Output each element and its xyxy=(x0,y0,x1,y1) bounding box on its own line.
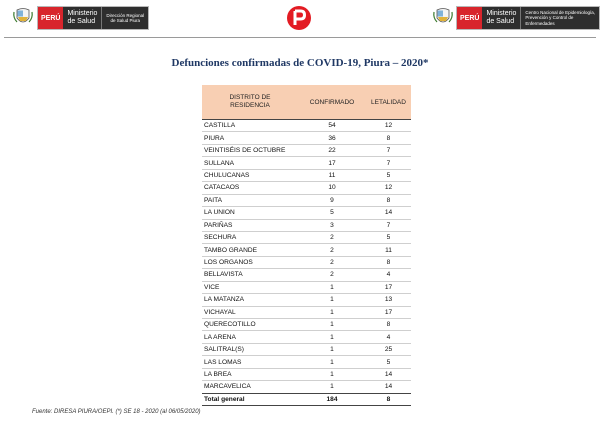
peru-coat-of-arms-icon xyxy=(12,6,34,28)
table-row xyxy=(202,181,411,193)
cell-letalidad: 14 xyxy=(384,383,393,391)
peru-label: PERÚ xyxy=(38,7,63,29)
cell-letalidad: 14 xyxy=(384,209,393,217)
p-brand-logo-icon xyxy=(285,4,313,32)
cell-confirmado: 9 xyxy=(330,196,334,204)
cell-confirmado: 2 xyxy=(330,234,334,242)
table-row xyxy=(202,380,411,392)
cell-distrito: VICE xyxy=(204,283,220,291)
header-divider xyxy=(4,37,596,38)
table-row xyxy=(202,281,411,293)
table-row xyxy=(202,355,411,367)
cdc-label: Centro Nacional de Epidemiología, Prevención y Control de Enfermedades xyxy=(520,7,599,29)
ministerio-label: Ministerio de Salud xyxy=(63,7,101,29)
cell-distrito: CATACAOS xyxy=(204,184,240,192)
cell-confirmado: 1 xyxy=(330,383,334,391)
cell-distrito: PARIÑAS xyxy=(204,221,233,229)
cell-distrito: SECHURA xyxy=(204,234,237,242)
cell-distrito: LOS ORGANOS xyxy=(204,259,253,267)
cell-distrito: SALITRAL(S) xyxy=(204,346,244,354)
cell-letalidad: 8 xyxy=(386,259,391,267)
cell-letalidad: 17 xyxy=(384,283,393,291)
cell-letalidad: 7 xyxy=(386,221,391,229)
cell-confirmado: 2 xyxy=(330,271,334,279)
cell-distrito: QUERECOTILLO xyxy=(204,321,256,329)
cell-distrito: TAMBO GRANDE xyxy=(204,246,257,254)
page-title: Defunciones confirmadas de COVID-19, Piura – 2020* xyxy=(171,57,429,69)
table-row xyxy=(202,131,411,143)
cell-letalidad: 8 xyxy=(386,134,391,142)
table-row xyxy=(202,318,411,330)
total-confirmado: 184 xyxy=(326,395,338,403)
peru-label-right: PERÚ xyxy=(457,7,482,29)
cell-confirmado: 5 xyxy=(330,209,334,217)
cell-letalidad: 13 xyxy=(384,296,393,304)
cell-distrito: SULLANA xyxy=(204,159,235,167)
cell-confirmado: 36 xyxy=(328,134,336,142)
cell-letalidad: 25 xyxy=(384,346,393,354)
cell-distrito: LA BREA xyxy=(204,370,232,378)
table-row xyxy=(202,144,411,156)
defunciones-table xyxy=(202,85,411,406)
direccion-regional-label: Dirección Regional de Salud Piura xyxy=(101,7,148,29)
cell-confirmado: 22 xyxy=(328,147,336,155)
table-row xyxy=(202,306,411,318)
cell-letalidad: 5 xyxy=(386,358,391,366)
cell-confirmado: 54 xyxy=(328,122,336,130)
table-total-row xyxy=(202,394,411,406)
cell-confirmado: 2 xyxy=(330,246,334,254)
cell-distrito: BELLAVISTA xyxy=(204,271,243,279)
cell-confirmado: 3 xyxy=(330,221,334,229)
cell-confirmado: 17 xyxy=(328,159,336,167)
cell-distrito: LAS LOMAS xyxy=(204,358,242,366)
table-row xyxy=(202,268,411,280)
cell-letalidad: 12 xyxy=(384,184,393,192)
source-footnote: Fuente: DIRESA PIURA/OEPI. (*) SE 18 - 2020 (al 06/05/2020) xyxy=(32,409,201,415)
cell-distrito: VEINTISÉIS DE OCTUBRE xyxy=(204,147,286,155)
header-letalidad: LETALIDAD xyxy=(371,98,406,106)
cell-confirmado: 2 xyxy=(330,259,334,267)
table-row xyxy=(202,330,411,342)
cell-confirmado: 11 xyxy=(328,171,336,179)
cell-distrito: CHULUCANAS xyxy=(204,171,250,179)
page-header xyxy=(0,0,600,40)
cell-distrito: PAITA xyxy=(204,196,223,204)
cell-letalidad: 14 xyxy=(384,370,393,378)
ministerio-label-right: Ministerio de Salud xyxy=(482,7,520,29)
table-row xyxy=(202,169,411,181)
table-row xyxy=(202,243,411,255)
cell-confirmado: 1 xyxy=(330,333,334,341)
cell-letalidad: 8 xyxy=(386,321,391,329)
total-letalidad: 8 xyxy=(386,395,391,403)
cell-letalidad: 5 xyxy=(386,171,391,179)
cell-confirmado: 1 xyxy=(330,283,334,291)
table-row xyxy=(202,293,411,305)
cell-distrito: VICHAYAL xyxy=(204,308,236,316)
cell-letalidad: 12 xyxy=(384,122,393,130)
cell-distrito: LA MATANZA xyxy=(204,296,245,304)
ministerio-salud-logo-left xyxy=(37,6,149,30)
cell-confirmado: 1 xyxy=(330,308,334,316)
table-header xyxy=(202,85,411,119)
cell-letalidad: 4 xyxy=(386,333,391,341)
cell-confirmado: 1 xyxy=(330,321,334,329)
cell-letalidad: 8 xyxy=(386,196,391,204)
cell-confirmado: 1 xyxy=(330,370,334,378)
table-row xyxy=(202,219,411,231)
cell-confirmado: 10 xyxy=(328,184,336,192)
table-row xyxy=(202,256,411,268)
cell-distrito: PIURA xyxy=(204,134,225,142)
cell-letalidad: 7 xyxy=(386,159,391,167)
table-row xyxy=(202,231,411,243)
header-distrito: DISTRITO DE RESIDENCIA xyxy=(229,94,271,109)
peru-coat-of-arms-icon-right xyxy=(432,6,454,28)
cell-distrito: LA ARENA xyxy=(204,333,236,341)
cell-letalidad: 7 xyxy=(386,147,391,155)
cell-confirmado: 1 xyxy=(330,346,334,354)
header-confirmado: CONFIRMADO xyxy=(309,98,355,106)
table-row xyxy=(202,156,411,168)
table-row xyxy=(202,368,411,380)
total-label: Total general xyxy=(204,395,245,403)
cell-distrito: MARCAVELICA xyxy=(204,383,251,391)
table-row xyxy=(202,206,411,218)
cell-letalidad: 17 xyxy=(384,308,393,316)
cell-confirmado: 1 xyxy=(330,296,334,304)
cell-letalidad: 4 xyxy=(386,271,391,279)
table-row xyxy=(202,343,411,355)
cell-confirmado: 1 xyxy=(330,358,334,366)
cell-distrito: LA UNION xyxy=(204,209,235,217)
table-row xyxy=(202,119,411,131)
cell-distrito: CASTILLA xyxy=(204,122,236,130)
ministerio-salud-logo-right xyxy=(456,6,600,30)
cell-letalidad: 11 xyxy=(385,246,392,254)
cell-letalidad: 5 xyxy=(386,234,391,242)
table-body xyxy=(202,119,411,394)
table-row xyxy=(202,194,411,206)
